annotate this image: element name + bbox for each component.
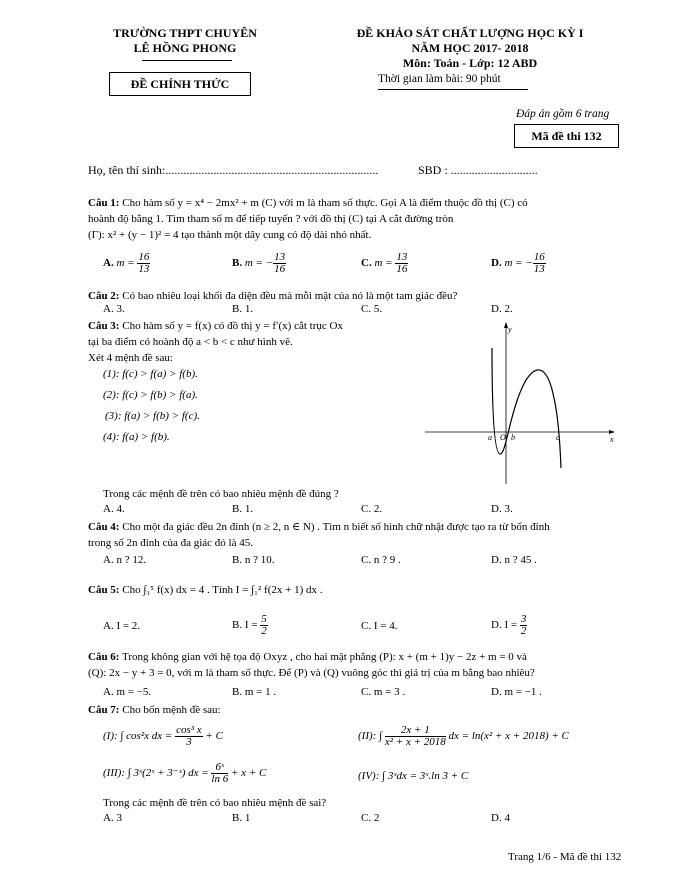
q2-option-a[interactable]: A. 3.: [103, 303, 125, 315]
q3-statement-2: (2): f(c) > f(b) > f(a).: [103, 389, 198, 401]
q2-option-b[interactable]: B. 1.: [232, 303, 254, 315]
q2-option-c[interactable]: C. 5.: [361, 303, 383, 315]
q7-s1-num: cos³ x: [176, 724, 202, 736]
point-a-label: a: [488, 433, 492, 442]
q4-option-a[interactable]: A. n ? 12.: [103, 554, 147, 566]
q6-option-d[interactable]: D. m = −1 .: [491, 686, 542, 698]
q1-b-letter: B.: [232, 257, 243, 270]
x-axis-label: x: [610, 435, 614, 444]
q7-s2-fraction: [385, 725, 446, 748]
q7-option-d[interactable]: D. 4: [491, 812, 510, 824]
q4-text-2: trong số 2n đỉnh của đa giác đó là 45.: [88, 537, 253, 549]
question-5: [88, 582, 633, 598]
exam-time: Thời gian làm bài: 90 phút: [378, 73, 501, 85]
q6-text-1: Trong không gian với hệ tọa độ Oxyz , cho hai mặt phẳng (P): x + (m + 1)y − 2z + m = 0 và: [122, 651, 527, 663]
q4-text-1: Cho một đa giác đều 2n đỉnh (n ≥ 2, n ∈ N) . Tìm n biết số hình chữ nhật được tạo ra từ bốn đỉnh: [122, 521, 550, 533]
school-year: NĂM HỌC 2017- 2018: [411, 41, 529, 55]
q1-text-3: (Γ): x² + (y − 1)² = 4 tạo thành một dây cung có độ dài nhỏ nhất.: [88, 229, 372, 241]
q3-option-d[interactable]: D. 3.: [491, 503, 513, 515]
answer-note: Đáp án gồm 6 trang: [516, 108, 610, 120]
q5-d-pre: D. I =: [491, 619, 520, 632]
q1-c-num: 13: [396, 251, 408, 263]
q7-s1-post: + C: [202, 730, 223, 743]
q4-label: Câu 4:: [88, 521, 120, 533]
q1-c-pre: m =: [374, 257, 396, 270]
q7-s3-pre: (III): ∫ 3ˣ(2ˣ + 3⁻ˣ) dx =: [103, 767, 212, 780]
exam-code-box: [514, 124, 619, 148]
q7-s2-pre: (II): ∫: [358, 730, 385, 743]
q3-question: Trong các mệnh đề trên có bao nhiêu mệnh đề đúng ?: [103, 488, 339, 500]
q1-b-fraction: [273, 252, 286, 275]
q6-label: Câu 6:: [88, 651, 120, 663]
page-footer: Trang 1/6 - Mã đề thi 132: [508, 851, 622, 863]
q7-statement-3: [103, 762, 266, 785]
q7-statement-1: [103, 725, 223, 748]
q7-label: Câu 7:: [88, 704, 120, 716]
official-label: ĐỀ CHÍNH THỨC: [130, 77, 230, 91]
q1-d-den: 13: [533, 263, 545, 275]
q2-option-d[interactable]: D. 2.: [491, 303, 513, 315]
q6-text-2: (Q): 2x − y + 3 = 0, với m là tham số thực. Để (P) và (Q) vuông góc thì giá trị của m bằng bao nhiêu?: [88, 667, 535, 679]
q1-c-den: 16: [396, 263, 408, 275]
q1-text-1: Cho hàm số y = x⁴ − 2mx² + m (C) với m là tham số thực. Gọi A là điểm thuộc đồ thị (C) có: [122, 197, 528, 209]
q5-b-num: 5: [261, 613, 267, 625]
q1-option-d[interactable]: [491, 252, 546, 275]
q5-d-den: 2: [520, 625, 527, 637]
q4-option-c[interactable]: C. n ? 9 .: [361, 554, 401, 566]
q1-d-letter: D.: [491, 257, 502, 270]
x-axis-arrow: [609, 430, 615, 434]
school-line-2: LÊ HỒNG PHONG: [133, 41, 237, 55]
q3-statement-4: (4): f(a) > f(b).: [103, 431, 170, 443]
official-label-box: [109, 72, 251, 96]
q7-s1-den: 3: [186, 736, 192, 748]
q1-option-b[interactable]: [232, 252, 286, 275]
origin-label: O: [500, 433, 506, 442]
q5-text: Cho ∫₁⁵ f(x) dx = 4 . Tính I = ∫₁² f(2x + 1) dx .: [122, 584, 323, 596]
question-1: [88, 195, 633, 243]
q7-option-a[interactable]: A. 3: [103, 812, 122, 824]
q7-option-b[interactable]: B. 1: [232, 812, 251, 824]
q1-c-fraction: [395, 252, 408, 275]
school-underline: [142, 60, 232, 61]
q5-b-fraction: [260, 614, 268, 637]
q7-option-c[interactable]: C. 2: [361, 812, 380, 824]
q6-option-b[interactable]: B. m = 1 .: [232, 686, 277, 698]
q3-text-3: Xét 4 mệnh đề sau:: [88, 352, 173, 364]
q4-option-b[interactable]: B. n ? 10.: [232, 554, 275, 566]
time-underline: [378, 89, 528, 90]
q4-option-d[interactable]: D. n ? 45 .: [491, 554, 537, 566]
q7-statement-2: [358, 725, 569, 748]
q7-text: Cho bốn mệnh đề sau:: [122, 704, 221, 716]
q1-a-den: 13: [138, 263, 150, 275]
q1-a-letter: A.: [103, 257, 114, 270]
q7-s2-post: dx = ln(x² + x + 2018) + C: [445, 730, 569, 743]
q3-option-c[interactable]: C. 2.: [361, 503, 383, 515]
student-name-field: Họ, tên thí sinh:.......................................................................: [88, 163, 379, 177]
q7-s1-fraction: [175, 725, 203, 748]
q7-s3-den: ln 6: [211, 773, 229, 785]
q1-b-num: 13: [274, 251, 286, 263]
question-4: [88, 519, 633, 551]
q5-option-c[interactable]: C. I = 4.: [361, 620, 398, 632]
q3-text-2: tại ba điểm có hoành độ a < b < c như hình vẽ.: [88, 336, 293, 348]
exam-header: [300, 26, 640, 71]
q1-a-pre: m =: [116, 257, 138, 270]
derivative-curve-main: [492, 348, 561, 468]
q5-b-pre: B. I =: [232, 619, 261, 632]
sbd-field: SBD : .............................: [418, 163, 538, 177]
q1-d-num: 16: [533, 251, 545, 263]
q3-option-a[interactable]: A. 4.: [103, 503, 125, 515]
q1-label: Câu 1:: [88, 197, 120, 209]
q1-a-num: 16: [138, 251, 150, 263]
y-axis-label: y: [508, 325, 512, 334]
q3-option-b[interactable]: B. 1.: [232, 503, 254, 515]
q5-label: Câu 5:: [88, 584, 120, 596]
question-3: [88, 318, 418, 366]
q2-label: Câu 2:: [88, 290, 120, 302]
q1-option-a[interactable]: [103, 252, 150, 275]
q5-option-b[interactable]: [232, 614, 268, 637]
q1-b-den: 16: [274, 263, 286, 275]
q2-text: Có bao nhiêu loại khối đa diện đều mà mỗi mặt của nó là một tam giác đều?: [122, 290, 458, 302]
q5-d-fraction: [520, 614, 528, 637]
q1-text-2: hoành độ bằng 1. Tìm tham số m để tiếp tuyến ? với đồ thị (C) tại A cắt đường tròn: [88, 213, 454, 225]
q3-text-1: Cho hàm số y = f(x) có đồ thị y = f′(x) cắt trục Ox: [122, 320, 343, 332]
derivative-graph: [420, 318, 620, 488]
q3-label: Câu 3:: [88, 320, 120, 332]
q1-d-fraction: [533, 252, 546, 275]
q5-b-den: 2: [261, 625, 267, 637]
q1-c-letter: C.: [361, 257, 372, 270]
subject: Môn: Toán - Lớp: 12 ABD: [402, 56, 538, 70]
school-name: [95, 26, 275, 56]
q7-s3-num: 6ˣ: [211, 762, 228, 774]
q7-question: Trong các mệnh đề trên có bao nhiêu mệnh đề sai?: [103, 797, 327, 809]
question-6: [88, 649, 633, 681]
exam-title: ĐỀ KHẢO SÁT CHẤT LƯỢNG HỌC KỲ I: [356, 26, 584, 40]
q7-s2-num: 2x + 1: [385, 725, 446, 737]
point-b-label: b: [511, 433, 515, 442]
question-7: [88, 702, 633, 718]
school-line-1: TRƯỜNG THPT CHUYÊN: [113, 26, 257, 40]
q1-option-c[interactable]: [361, 252, 408, 275]
q6-option-c[interactable]: C. m = 3 .: [361, 686, 406, 698]
q3-statement-3: (3): f(a) > f(b) > f(c).: [105, 410, 200, 422]
q5-option-a[interactable]: A. I = 2.: [103, 620, 141, 632]
q1-d-pre: m = −: [504, 257, 533, 270]
q7-statement-4: (IV): ∫ 3ˣdx = 3ˣ.ln 3 + C: [358, 770, 469, 782]
q7-s3-fraction: [211, 762, 228, 785]
q7-s3-post: + x + C: [228, 767, 267, 780]
q7-s2-den: x² + x + 2018: [384, 736, 446, 748]
q1-b-pre: m = −: [244, 257, 274, 270]
q5-option-d[interactable]: [491, 614, 527, 637]
point-c-label: c: [556, 433, 560, 442]
q3-statement-1: (1): f(c) > f(a) > f(b).: [103, 368, 198, 380]
q7-s1-pre: (I): ∫ cos²x dx =: [103, 730, 176, 743]
exam-code: Mã đề thi 132: [531, 129, 602, 143]
q1-a-fraction: [137, 252, 150, 275]
question-2: [88, 288, 633, 304]
q5-d-num: 3: [520, 613, 527, 625]
q6-option-a[interactable]: A. m = −5.: [103, 686, 152, 698]
